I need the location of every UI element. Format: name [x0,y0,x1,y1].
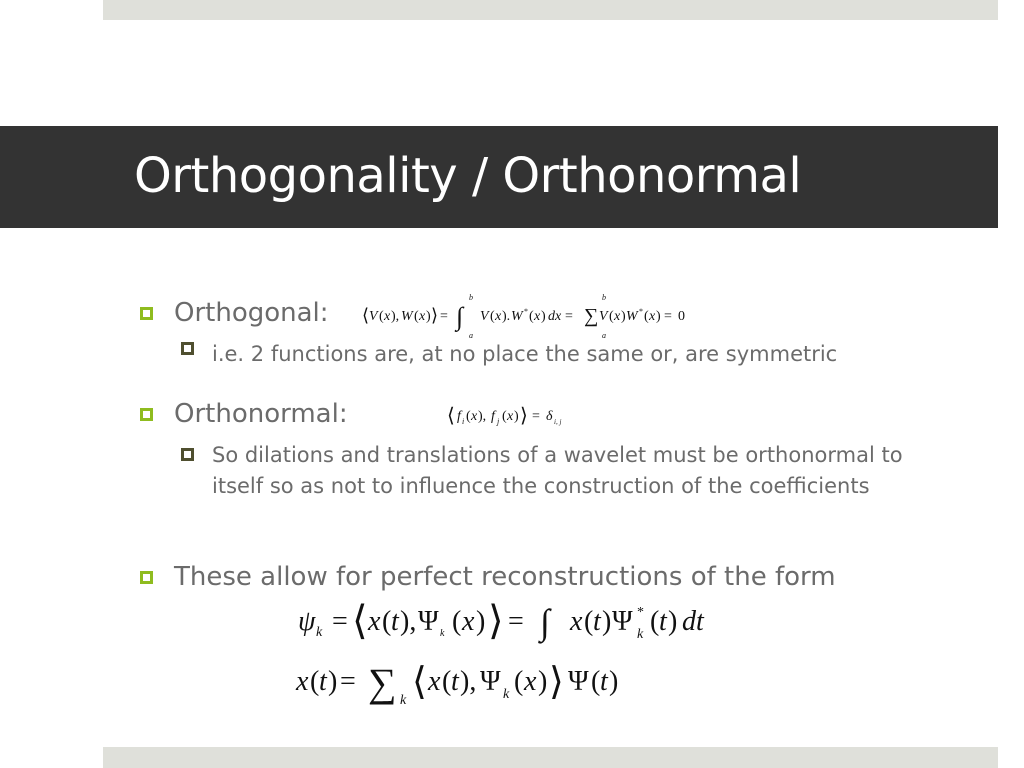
svg-text:),: ), [400,606,417,637]
svg-text:k: k [316,625,323,640]
svg-text:V: V [369,309,378,324]
svg-text:): ) [656,309,661,324]
svg-text:V: V [480,309,489,324]
svg-text:⟨: ⟨ [447,405,455,427]
svg-text:=: = [440,309,448,324]
svg-text:W: W [401,309,413,324]
svg-text:dx: dx [548,309,562,324]
svg-text:t: t [600,666,608,697]
svg-text:(: ( [644,309,649,324]
svg-text:⟨: ⟨ [412,661,427,703]
svg-text:(: ( [584,606,594,637]
svg-text:t: t [319,666,327,697]
svg-text:k: k [400,693,407,708]
bullet-square-icon [140,307,153,320]
svg-text:a: a [602,331,606,340]
svg-text:(: ( [490,309,495,324]
svg-text:x: x [368,606,381,637]
bottom-band [103,747,998,768]
sub-bullet-square-icon [181,448,194,461]
svg-text:=: = [332,606,348,637]
svg-text:(: ( [514,666,524,697]
svg-text:x: x [419,309,426,324]
svg-text:=: = [664,309,672,324]
svg-text:): ) [514,409,519,424]
svg-text:=: = [340,666,356,697]
svg-text:(: ( [502,409,507,424]
svg-text:x: x [507,409,514,424]
svg-text:(: ( [379,309,384,324]
svg-text:): ) [609,666,619,697]
svg-text:).: ). [502,309,511,324]
svg-text:W: W [626,309,638,324]
svg-text:k: k [503,687,510,702]
svg-text:(: ( [452,606,462,637]
svg-text:∫: ∫ [456,302,464,331]
svg-text:(: ( [310,666,320,697]
svg-text:): ) [668,606,678,637]
svg-text:k: k [637,627,644,642]
svg-text:Ψ: Ψ [612,606,633,637]
svg-text:b: b [469,293,473,302]
svg-text:x: x [649,309,656,324]
svg-text:⟨: ⟨ [352,598,368,643]
svg-text:t: t [659,606,667,637]
svg-text:⟩: ⟩ [488,598,504,643]
svg-text:j: j [497,417,500,426]
reconstruction-equation [294,656,654,712]
svg-text:t: t [593,606,601,637]
svg-text:),: ), [478,409,487,424]
svg-text:∫: ∫ [540,602,550,642]
sub-bullet-square-icon [181,342,194,355]
svg-text:=: = [565,309,573,324]
orthonormal-equation [445,400,585,434]
svg-text:x: x [428,666,441,697]
svg-text:f: f [491,409,495,424]
orthonormal-sub-text: So dilations and translations of a wavelet must be orthonormal to itself so as not to influence the construction of the coefficients [212,443,903,498]
svg-text:(: ( [442,666,452,697]
svg-text:),: ), [460,666,477,697]
reconstruction-text: These allow for perfect reconstructions of the form [174,562,836,592]
svg-text:i: i [462,417,465,426]
svg-text:i, j: i, j [554,418,562,426]
svg-text:⟩: ⟩ [549,661,564,703]
svg-text:(: ( [414,309,419,324]
svg-text:Ψ: Ψ [480,666,501,697]
svg-text:x: x [296,666,309,697]
svg-text:): ) [426,309,431,324]
svg-text:): ) [328,666,338,697]
svg-text:W: W [511,309,523,324]
svg-text:(: ( [609,309,614,324]
orthogonal-equation [360,290,720,340]
svg-text:x: x [534,309,541,324]
svg-text:Ψ: Ψ [568,666,589,697]
svg-text:∑: ∑ [584,305,599,327]
svg-text:V: V [599,309,608,324]
svg-text:ψ: ψ [298,606,316,637]
svg-text:(: ( [591,666,601,697]
svg-text:⟨: ⟨ [362,305,370,325]
svg-text:x: x [462,606,475,637]
svg-text:a: a [469,331,473,340]
svg-text:⟩: ⟩ [431,305,439,325]
top-band [103,0,998,20]
svg-text:(: ( [529,309,534,324]
svg-text:x: x [384,309,391,324]
svg-text:dt: dt [682,606,704,637]
svg-text:t: t [391,606,399,637]
svg-text:0: 0 [678,309,685,324]
svg-text:(: ( [650,606,660,637]
svg-text:): ) [602,606,612,637]
svg-text:=: = [532,409,540,424]
bullet-square-icon [140,571,153,584]
svg-text:*: * [637,605,644,620]
wavelet-coefficient-equation [294,594,734,646]
svg-text:*: * [639,307,643,316]
svg-text:t: t [451,666,459,697]
bullet-square-icon [140,408,153,421]
orthogonal-sub-text: i.e. 2 functions are, at no place the same or, are symmetric [212,342,838,366]
svg-text:): ) [538,666,548,697]
svg-text:(: ( [382,606,392,637]
svg-text:b: b [602,293,606,302]
svg-text:): ) [476,606,486,637]
svg-text:⟩: ⟩ [520,405,528,427]
svg-text:*: * [524,307,528,316]
svg-text:x: x [495,309,502,324]
svg-text:δ: δ [546,409,553,424]
svg-text:x: x [614,309,621,324]
svg-text:=: = [508,606,524,637]
svg-text:): ) [541,309,546,324]
orthonormal-label: Orthonormal: [174,399,348,429]
svg-text:∑: ∑ [368,660,397,705]
svg-text:x: x [471,409,478,424]
svg-text:): ) [621,309,626,324]
svg-text:Ψ: Ψ [418,606,439,637]
svg-text:k: k [440,628,445,639]
svg-text:),: ), [391,309,400,324]
slide-title: Orthogonality / Orthonormal [134,148,802,204]
orthogonal-label: Orthogonal: [174,298,329,328]
svg-text:f: f [457,409,461,424]
svg-text:x: x [524,666,537,697]
svg-text:(: ( [466,409,471,424]
svg-text:x: x [570,606,583,637]
